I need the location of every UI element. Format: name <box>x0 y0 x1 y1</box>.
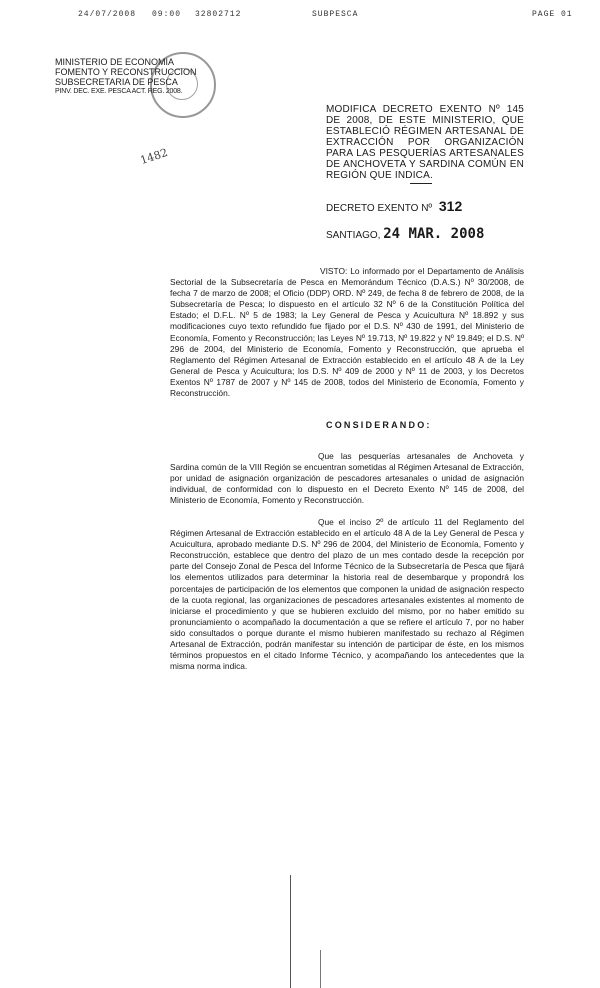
considerando-text-2: Que el inciso 2º de artículo 11 del Reglamento del Régimen Artesanal de Extracción establecido en el artículo 48 A de la Ley General de Pesca y Acuicultura, aprobado mediante D.S. Nº 296 de 2004, del Ministerio de Economía, Fomento y Reconstrucción, establece que dentro del plazo de un mes contado desde la recepción por parte del Consejo Zonal de Pesca del Informe Técnico de la Subsecretaría de Pesca que fijará los elementos utilizados para determinar la historia real de desembarque y propondrá los porcentajes de participación de los elementos que componen la unidad de asignación respecto de la cuota regional, las organizaciones de pescadores artesanales existentes al momento de iniciarse el procedimiento y que se hubieren excluido del mismo, por no haber emitido su pronunciamiento o acompañado la documentación a que se refiere el artículo 7, por no haber sido consultados o porque durante el mismo hubieren manifestado su rechazo al Régimen Artesanal de Extracción, podrán manifestar su intención de participar de éste, en los mismos términos propuestos en el citado Informe Técnico, y acompañando los antecedentes que la misma norma indica. <box>170 517 524 672</box>
letterhead <box>55 57 225 97</box>
fax-header-number: 32802712 <box>195 10 242 19</box>
divider <box>410 183 432 184</box>
scan-artifact-line <box>320 950 321 988</box>
scan-artifact-line <box>290 875 291 988</box>
decree-title: MODIFICA DECRETO EXENTO Nº 145 DE 2008, DE ESTE MINISTERIO, QUE ESTABLECIÓ RÉGIMEN ARTESANAL DE EXTRACCIÓN POR ORGANIZACIÓN PARA LAS PESQUERÍAS ARTESANALES DE ANCHOVETA Y SARDINA COMÚN EN REGIÓN QUE INDICA. <box>326 104 524 181</box>
considerando-paragraph-2 <box>170 517 524 672</box>
letterhead-ministry: MINISTERIO DE ECONOMIA <box>55 57 175 67</box>
fax-header-date: 24/07/2008 <box>78 10 137 19</box>
letterhead-fomento: FOMENTO Y RECONSTRUCCION <box>55 67 197 77</box>
considerando-text-1: Que las pesquerías artesanales de Anchoveta y Sardina común de la VIII Región se encuentran sometidas al Régimen Artesanal de Extracción, por unidad de asignación organización de pescadores artesanales o unidad de asignación individual, de conformidad con lo dispuesto en el Decreto Exento Nº 145 de 2008, del Ministerio de Economía, Fomento y Reconstrucción. <box>170 451 524 506</box>
fax-header-sender: SUBPESCA <box>312 10 359 19</box>
date-line <box>326 226 484 242</box>
place-label: SANTIAGO, <box>326 230 381 241</box>
letterhead-reference: PINV. DEC. EXE. PESCA ACT. REG. 2008. <box>55 88 183 95</box>
letterhead-subsecretaria: SUBSECRETARIA DE PESCA <box>55 77 178 87</box>
decree-number-label: DECRETO EXENTO Nº <box>326 203 433 214</box>
decree-date-stamp: 24 MAR. 2008 <box>383 226 485 242</box>
considerando-paragraph-1 <box>170 451 524 506</box>
visto-paragraph <box>170 266 524 399</box>
fax-header-page: PAGE 01 <box>532 10 573 19</box>
decree-number: 312 <box>438 198 463 214</box>
handwritten-margin-note: 1482 <box>138 145 170 168</box>
decree-number-line <box>326 198 462 214</box>
fax-header-time: 09:00 <box>152 10 182 19</box>
visto-text: VISTO: Lo informado por el Departamento de Análisis Sectorial de la Subsecretaría de Pesca en Memorándum Técnico (D.A.S.) Nº 30/2008, de fecha 7 de marzo de 2008; el Oficio (DDP) ORD. Nº 249, de fecha 8 de febrero de 2008, de la Subsecretaría de Pesca; lo dispuesto en el artículo 32 Nº 6 de la Constitución Política del Estado; el D.F.L. Nº 5 de 1983; la Ley General de Pesca y Acuicultura Nº 18.892 y sus modificaciones cuyo texto refundido fue fijado por el D.S. Nº 430 de 1991, del Ministerio de Economía, Fomento y Reconstrucción; las Leyes Nº 19.713, Nº 19.822 y Nº 19.849; el D.S. Nº 296 de 2004, del Ministerio de Economía, Fomento y Reconstrucción, que aprueba el Reglamento del Régimen Artesanal de Extracción establecido en el artículo 48 A de la Ley General de Pesca y Acuicultura; los D.S. Nº 409 de 2000 y Nº 11 de 2003, y los Decretos Exentos Nº 1787 de 2007 y Nº 145 de 2008, todos del Ministerio de Economía, Fomento y Reconstrucción. <box>170 266 524 399</box>
considerando-heading: CONSIDERANDO: <box>326 420 432 430</box>
